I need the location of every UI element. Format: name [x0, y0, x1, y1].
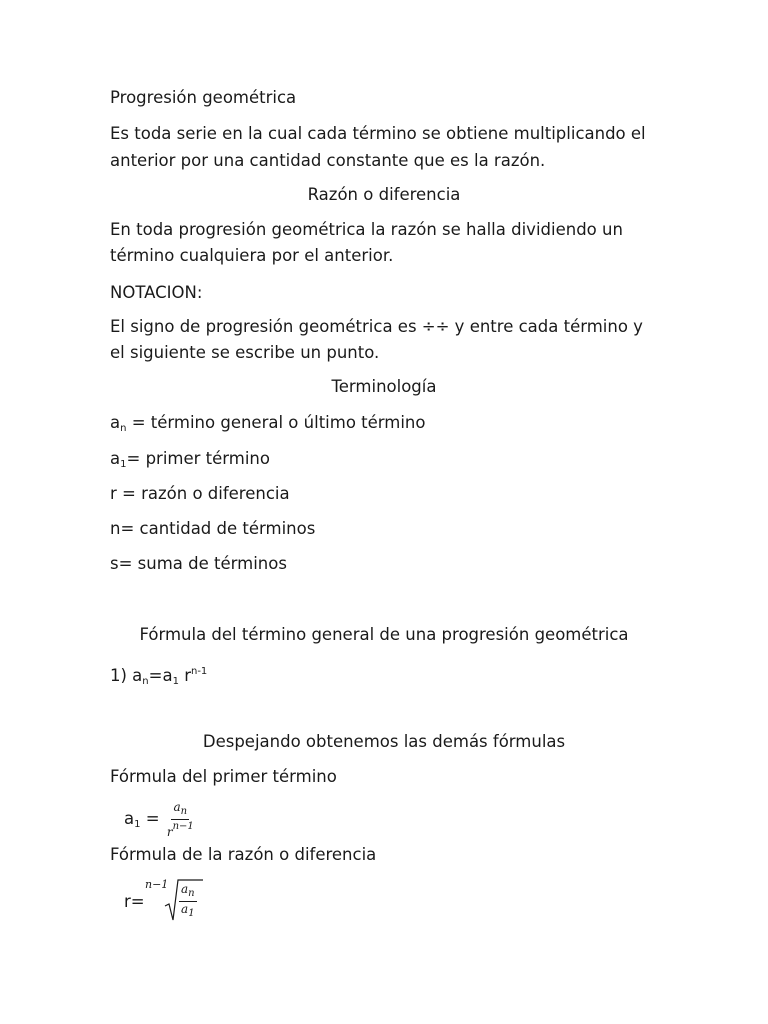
ratio-num-symbol: a — [181, 882, 189, 896]
formula1-prefix: 1) a — [110, 666, 143, 685]
ratio-den-symbol: a — [181, 902, 189, 916]
term-a1-symbol: a — [110, 449, 121, 468]
ratio-text-line-2: término cualquiera por el anterior. — [110, 246, 394, 265]
term-an-text: = término general o último término — [126, 413, 426, 432]
first-term-numerator — [171, 800, 189, 820]
ratio-formula-heading: Fórmula de la razón o diferencia — [110, 845, 377, 864]
first-term-den-symbol: r — [166, 825, 173, 839]
ratio-num-subscript: n — [188, 888, 195, 899]
term-n: n= cantidad de términos — [110, 519, 316, 538]
first-term-num-symbol: a — [173, 800, 181, 814]
term-an-subscript: n — [120, 423, 127, 434]
first-term-lhs-subscript: 1 — [134, 819, 141, 830]
first-term-denominator — [165, 820, 196, 839]
ratio-numerator — [179, 882, 197, 902]
ratio-denominator — [179, 902, 197, 921]
intro-line-1: Es toda serie en la cual cada término se obtiene multiplicando el — [110, 124, 646, 143]
ratio-heading: Razón o diferencia — [307, 185, 461, 204]
formula1-r: r — [178, 666, 191, 685]
general-term-formula — [110, 662, 207, 692]
ratio-text-line-1: En toda progresión geométrica la razón se halla dividiendo un — [110, 220, 623, 239]
term-a1 — [110, 449, 270, 475]
first-term-fraction — [165, 800, 196, 839]
notation-text-line-1: El signo de progresión geométrica es ÷÷ y entre cada término y — [110, 317, 643, 336]
formula1-mid: =a — [148, 666, 173, 685]
term-an-symbol: a — [110, 413, 121, 432]
term-r: r = razón o diferencia — [110, 484, 290, 503]
formula1-sub-1: 1 — [172, 676, 179, 687]
terminology-heading: Terminología — [331, 377, 437, 396]
term-a1-text: = primer término — [126, 449, 270, 468]
document-title: Progresión geométrica — [110, 88, 297, 107]
first-term-equals: = — [140, 809, 165, 828]
ratio-fraction — [179, 882, 197, 921]
term-a1-subscript: 1 — [120, 459, 127, 470]
first-term-den-exponent: n−1 — [172, 821, 194, 832]
term-an — [110, 413, 425, 439]
first-term-formula — [124, 800, 196, 841]
derive-heading: Despejando obtenemos las demás fórmulas — [202, 732, 566, 751]
ratio-den-subscript: 1 — [188, 908, 195, 919]
first-term-heading: Fórmula del primer término — [110, 767, 337, 786]
ratio-formula-lhs: r= — [124, 892, 145, 911]
notation-heading: NOTACION: — [110, 283, 203, 302]
general-formula-heading: Fórmula del término general de una progresión geométrica — [139, 625, 629, 644]
first-term-lhs: a — [124, 809, 135, 828]
ratio-formula-radical — [145, 878, 205, 922]
formula1-exponent: n-1 — [190, 666, 208, 677]
notation-text-line-2: el siguiente se escribe un punto. — [110, 343, 380, 362]
first-term-num-subscript: n — [180, 806, 188, 817]
formula1-sub-n: n — [142, 676, 149, 687]
intro-line-2: anterior por una cantidad constante que es la razón. — [110, 151, 546, 170]
radical-index: n−1 — [145, 878, 169, 891]
term-s: s= suma de términos — [110, 554, 287, 573]
